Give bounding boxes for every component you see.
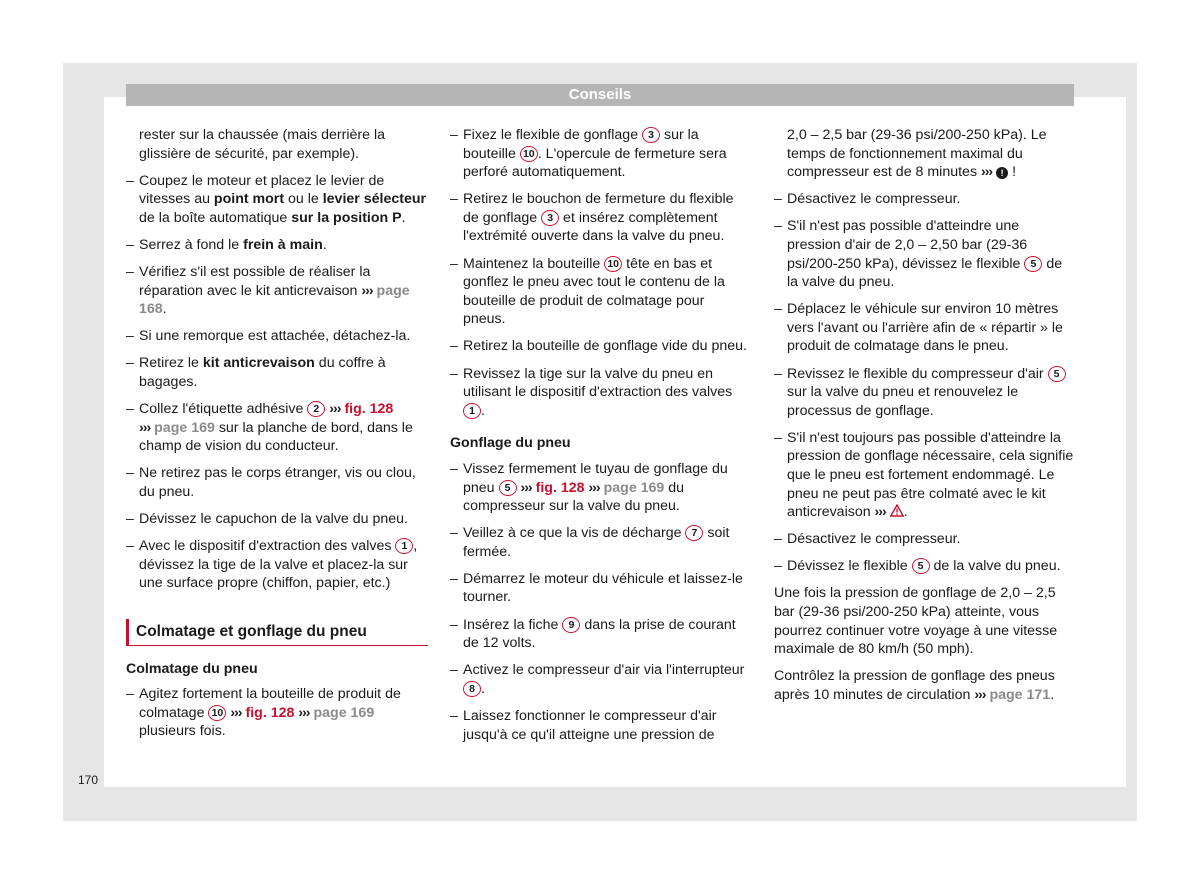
list-item: – Revissez la tige sur la valve du pneu en utilisant le dispositif d'extraction des valves 1 . [450,365,750,421]
callout-number: 1 [395,538,413,554]
list-item: – Retirez le kit anticrevaison du coffre à bagages. [126,354,428,391]
chevron-arrows-icon: ››› [298,704,310,721]
column-2 [450,126,750,753]
chevron-arrows-icon: ››› [329,401,341,418]
callout-number: 1 [463,403,481,419]
page-number: 170 [78,773,99,787]
page-link[interactable]: page 169 [603,479,665,496]
callout-number: 2 [307,401,325,417]
list-item: – Déplacez le véhicule sur environ 10 mètres vers l'avant ou l'arrière afin de « répartir » le produit de colmatage dans le pneu. [774,300,1074,356]
list-item: – S'il n'est toujours pas possible d'atteindre la pression de gonflage nécessaire, cela signifie que le pneu est fortement endommagé. Le pneu ne peut pas être colmaté avec le kit anticrevaison ››› . [774,429,1074,522]
paragraph: Une fois la pression de gonflage de 2,0 – 2,5 bar (29-36 psi/200-250 kPa) atteinte, vous pourrez continuer votre voyage à une vitesse maximale de 80 km/h (50 mph). [774,585,1058,658]
chevron-arrows-icon: ››› [361,282,373,299]
list-item: – Insérez la fiche 9 dans la prise de courant de 12 volts. [450,616,750,653]
warning-icon [890,504,904,517]
callout-number: 10 [208,705,226,721]
list-item: – Vérifiez s'il est possible de réaliser la réparation avec le kit anticrevaison ››› page 168. [126,263,428,319]
list-item: – S'il n'est pas possible d'atteindre une pression d'air de 2,0 – 2,50 bar (29-36 psi/200-250 kPa), dévissez le flexible 5 de la valve du pneu. [774,217,1074,291]
chevron-arrows-icon: ››› [230,704,242,721]
list-item: – Maintenez la bouteille 10 tête en bas et gonflez le pneu avec tout le contenu de la bouteille de produit de colmatage pour pneus. [450,255,750,329]
list-item: – Activez le compresseur d'air via l'interrupteur 8 . [450,661,750,698]
list-item: – Agitez fortement la bouteille de produit de colmatage 10 ››› fig. 128 ››› page 169 plusieurs fois. [126,685,428,741]
chevron-arrows-icon: ››› [974,686,986,703]
chevron-arrows-icon: ››› [139,419,151,436]
list-item: – Revissez le flexible du compresseur d'air 5 sur la valve du pneu et renouvelez le processus de gonflage. [774,365,1074,421]
chevron-arrows-icon: ››› [980,164,993,181]
callout-number: 3 [642,127,660,143]
subheading: Colmatage du pneu [126,660,258,677]
list-item: – Démarrez le moteur du véhicule et laissez-le tourner. [450,570,750,607]
callout-number: 5 [1024,256,1042,272]
figure-link[interactable]: fig. 128 [245,704,295,721]
callout-number: 5 [499,480,517,496]
page-link[interactable]: page 168 [139,282,410,318]
callout-number: 8 [463,681,481,697]
section-header [126,84,1074,106]
callout-number: 3 [541,210,559,226]
list-item: – Ne retirez pas le corps étranger, vis ou clou, du pneu. [126,464,428,501]
list-item: – Collez l'étiquette adhésive 2 ››› fig. 128 ››› page 169 sur la planche de bord, dans le champ de vision du conducteur. [126,400,428,456]
list-item: – Vissez fermement le tuyau de gonflage du pneu 5 ››› fig. 128 ››› page 169 du compresseur sur la valve du pneu. [450,460,750,516]
list-item: – Dévissez le flexible 5 de la valve du pneu. [774,557,1074,576]
callout-number: 5 [912,558,930,574]
chevron-arrows-icon: ››› [520,479,532,496]
paragraph: 2,0 – 2,5 bar (29-36 psi/200-250 kPa). Le temps de fonctionnement maximal du compresseur est de 8 minutes ››› ! ! [787,127,1047,181]
paragraph: rester sur la chaussée (mais derrière la glissière de sécurité, par exemple). [139,127,386,162]
paragraph: Contrôlez la pression de gonflage des pneus après 10 minutes de circulation ››› page 171. [774,668,1055,703]
page-link[interactable]: page 169 [313,704,375,721]
list-item: – Serrez à fond le frein à main. [126,236,428,255]
list-item: – Fixez le flexible de gonflage 3 sur la bouteille 10 . L'opercule de fermeture sera perforé automatiquement. [450,126,750,182]
chevron-arrows-icon: ››› [874,504,886,521]
list-item: – Si une remorque est attachée, détachez-la. [126,327,428,346]
list-item: – Retirez la bouteille de gonflage vide du pneu. [450,337,750,356]
section-heading: Colmatage et gonflage du pneu [126,619,428,646]
callout-number: 9 [562,617,580,633]
list-item: – Veillez à ce que la vis de décharge 7 soit fermée. [450,524,750,561]
list-item: – Retirez le bouchon de fermeture du flexible de gonflage 3 et insérez complètement l'extrémité ouverte dans la valve du pneu. [450,190,750,246]
column-3 [774,126,1074,713]
callout-number: 10 [604,256,622,272]
callout-number: 5 [1048,366,1066,382]
callout-number: 10 [520,146,538,162]
chevron-arrows-icon: ››› [588,479,600,496]
list-item: – Désactivez le compresseur. [774,530,1074,549]
list-item: – Désactivez le compresseur. [774,190,1074,209]
subheading: Gonflage du pneu [450,435,571,452]
figure-link[interactable]: fig. 128 [344,401,394,418]
figure-link[interactable]: fig. 128 [535,479,585,496]
column-1 [126,126,428,749]
list-item: – Laissez fonctionner le compresseur d'air jusqu'à ce qu'il atteigne une pression de [450,707,750,744]
list-item: – Coupez le moteur et placez le levier de vitesses au point mort ou le levier sélecteur de la boîte automatique sur la position P. [126,172,428,228]
page-link[interactable]: page 171 [989,686,1051,703]
callout-number: 7 [685,525,703,541]
page-link[interactable]: page 169 [154,419,215,436]
info-icon: ! [996,167,1008,179]
list-item: – Avec le dispositif d'extraction des valves 1 , dévissez la tige de la valve et placez-la sur une surface propre (chiffon, papier, etc.) [126,537,428,593]
list-item: – Dévissez le capuchon de la valve du pneu. [126,510,428,529]
header-title: Conseils [568,86,632,103]
